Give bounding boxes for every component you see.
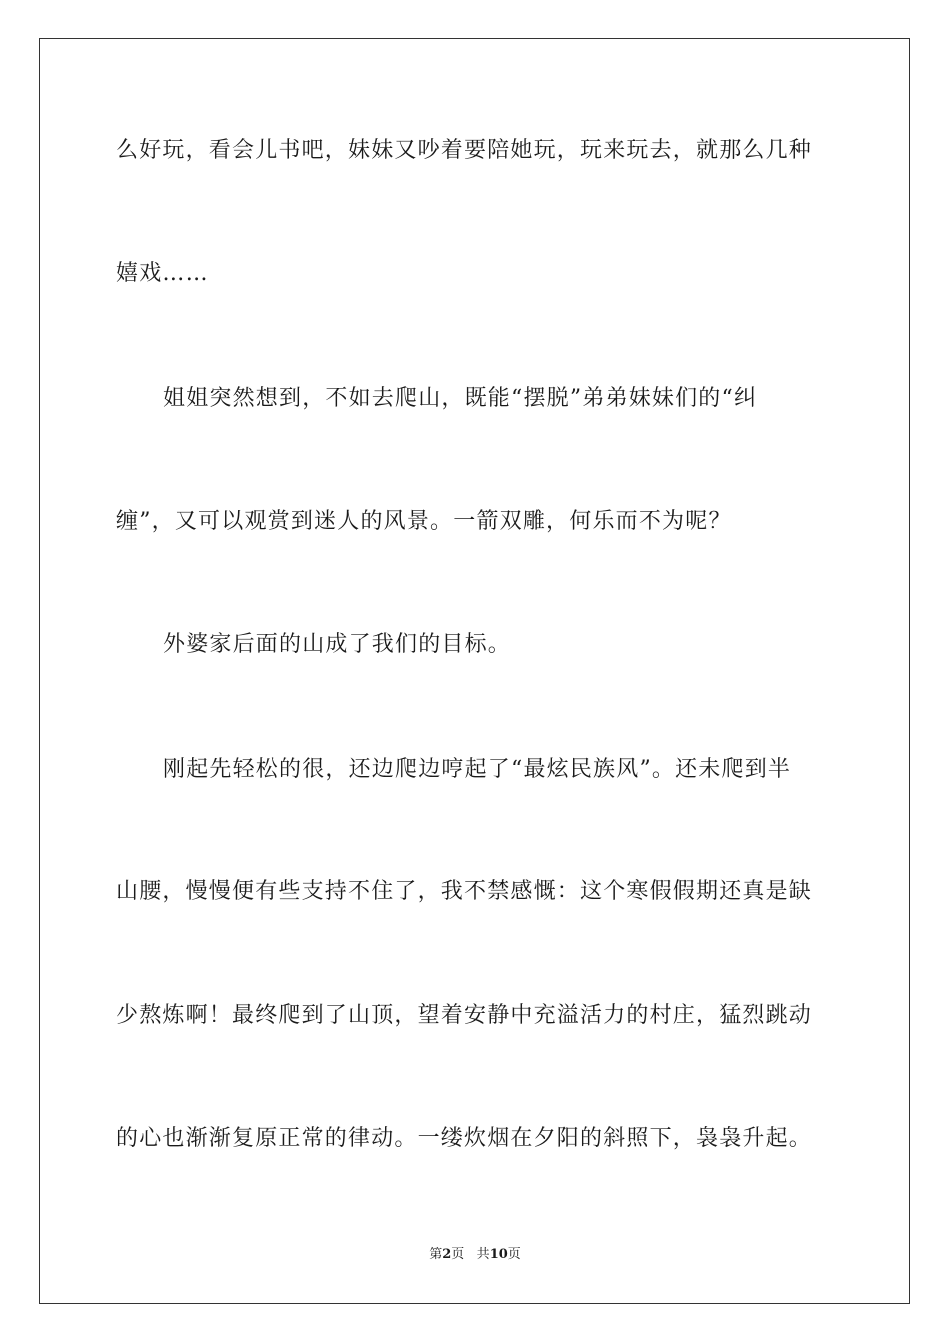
text-line-4: 缠”，又可以观赏到迷人的风景。一箭双雕，何乐而不为呢？ [116, 509, 732, 534]
text-line-6: 刚起先轻松的很，还边爬边哼起了“最炫民族风”。还未爬到半 [163, 757, 792, 782]
footer-total-prefix: 共 [476, 1247, 490, 1262]
footer-total-pages: 10 [489, 1247, 508, 1262]
text-line-1: 么好玩，看会儿书吧，妹妹又吵着要陪她玩，玩来玩去，就那么几种 [116, 138, 813, 163]
text-line-9: 的心也渐渐复原正常的律动。一缕炊烟在夕阳的斜照下，袅袅升起。 [116, 1126, 813, 1151]
text-line-7: 山腰，慢慢便有些支持不住了，我不禁感慨：这个寒假假期还真是缺 [116, 879, 813, 904]
text-line-8: 少熬炼啊！最终爬到了山顶，望着安静中充溢活力的村庄，猛烈跳动 [116, 1003, 813, 1028]
footer-page-number: 2 [442, 1247, 452, 1262]
page-border [39, 38, 910, 1304]
text-line-5: 外婆家后面的山成了我们的目标。 [163, 632, 512, 657]
text-line-3: 姐姐突然想到，不如去爬山，既能“摆脱”弟弟妹妹们的“纠 [163, 386, 758, 411]
footer-total-suffix: 页 [507, 1247, 521, 1262]
footer-page-prefix: 第 [429, 1247, 443, 1262]
page-footer [0, 1246, 950, 1264]
footer-page-suffix: 页 [451, 1247, 465, 1262]
text-line-2: 嬉戏…… [116, 261, 209, 286]
